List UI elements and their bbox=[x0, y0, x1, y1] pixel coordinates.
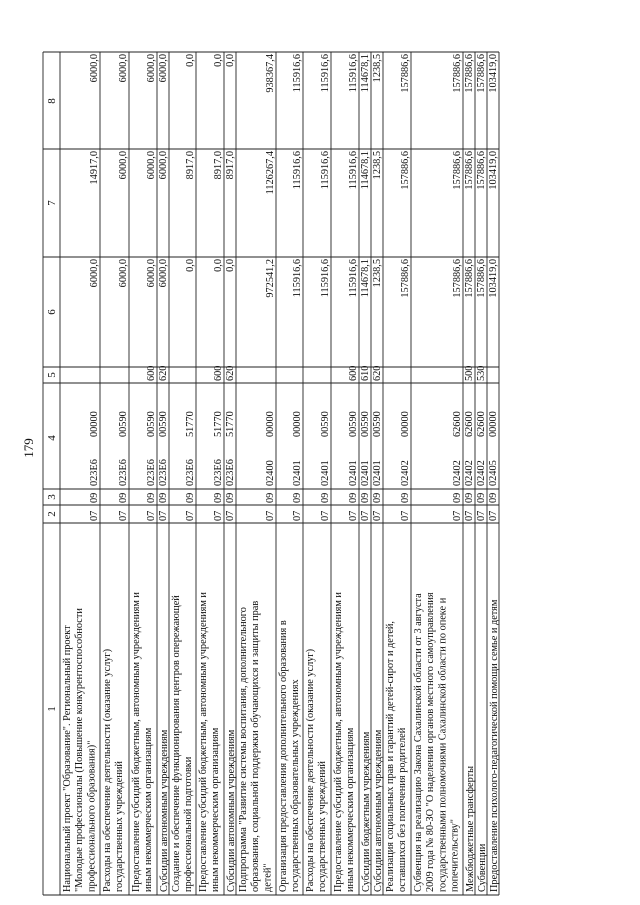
row-csr-part2: 00000 bbox=[400, 411, 412, 437]
row-name bbox=[171, 595, 194, 892]
row-pr: 09 bbox=[213, 492, 225, 503]
table-row bbox=[360, 54, 372, 892]
row-pr: 09 bbox=[464, 492, 476, 503]
row-name bbox=[226, 729, 237, 892]
row-name bbox=[198, 592, 221, 892]
header-col-6: 6 bbox=[46, 309, 58, 315]
table-row bbox=[131, 54, 157, 892]
row-value-col8: 157886,6 bbox=[400, 54, 412, 93]
row-csr-part1: 023E6 bbox=[185, 459, 197, 486]
row-rz: 07 bbox=[185, 510, 197, 521]
row-name bbox=[131, 592, 154, 892]
row-csr-part1: 02400 bbox=[265, 460, 277, 486]
table-row bbox=[62, 54, 100, 892]
row-pr: 09 bbox=[476, 492, 488, 503]
row-rz: 07 bbox=[464, 510, 476, 521]
row-name-line: Национальный проект "Образование". Региональный проект bbox=[62, 625, 73, 892]
row-value-col7: 14917,0 bbox=[89, 151, 101, 185]
row-value-col6: 157886,6 bbox=[464, 259, 476, 298]
row-csr-part1: 023E6 bbox=[213, 459, 225, 486]
row-name-line: Организация предоставления дополнительного образования в bbox=[278, 620, 289, 892]
row-name-line: попечительству" bbox=[449, 818, 461, 892]
row-value-col7: 8917,0 bbox=[185, 151, 197, 180]
row-name bbox=[278, 620, 301, 892]
row-name bbox=[489, 599, 500, 892]
row-name-line: Субсидии бюджетным учреждениям bbox=[361, 731, 372, 892]
row-value-col6: 0,0 bbox=[185, 259, 197, 272]
header-col-8: 8 bbox=[46, 98, 58, 104]
row-name-line: иным некоммерческим организациям bbox=[210, 727, 222, 892]
row-name bbox=[62, 608, 97, 892]
row-value-col8: 0,0 bbox=[225, 54, 237, 67]
row-csr-part1: 02402 bbox=[476, 460, 488, 486]
row-value-col8: 115916,6 bbox=[292, 54, 304, 93]
header-col-pr: 3 bbox=[46, 494, 58, 500]
row-vr: 500 bbox=[464, 365, 476, 381]
table-row bbox=[476, 54, 488, 892]
row-pr: 09 bbox=[348, 492, 360, 503]
row-value-col6: 115916,6 bbox=[348, 259, 360, 298]
row-value-col6: 157886,6 bbox=[476, 259, 488, 298]
row-vr: 620 bbox=[225, 365, 237, 381]
row-name bbox=[238, 601, 273, 892]
row-vr: 610 bbox=[360, 365, 372, 381]
row-value-col8: 157886,6 bbox=[452, 54, 464, 93]
row-value-col6: 972541,2 bbox=[265, 259, 277, 298]
row-rz: 07 bbox=[213, 510, 225, 521]
row-value-col8: 115916,6 bbox=[320, 54, 332, 93]
row-vr: 600 bbox=[213, 365, 225, 381]
row-value-col8: 1238,5 bbox=[372, 54, 384, 83]
row-value-col7: 115916,6 bbox=[348, 151, 360, 190]
header-col-rz: 2 bbox=[46, 511, 58, 517]
row-csr-part1: 02401 bbox=[360, 460, 372, 486]
table-body bbox=[62, 54, 500, 892]
row-pr: 09 bbox=[118, 492, 130, 503]
row-rz: 07 bbox=[118, 510, 130, 521]
row-value-col6: 115916,6 bbox=[292, 259, 304, 298]
row-name bbox=[385, 621, 408, 892]
row-rz: 07 bbox=[320, 510, 332, 521]
row-name bbox=[305, 649, 328, 892]
row-csr-part2: 00590 bbox=[158, 411, 170, 437]
row-name-line: 2009 года № 80-ЗО "О наделении органов местного самоуправления bbox=[425, 592, 437, 892]
row-csr-part2: 51770 bbox=[213, 411, 225, 437]
row-name-line: профессионального образования)" bbox=[86, 740, 98, 892]
table-row bbox=[464, 54, 476, 892]
row-pr: 09 bbox=[400, 492, 412, 503]
row-csr-part1: 02402 bbox=[452, 460, 464, 486]
row-vr: 620 bbox=[158, 365, 170, 381]
table-row bbox=[488, 54, 500, 892]
row-value-col6: 114678,1 bbox=[360, 259, 372, 298]
row-value-col8: 157886,6 bbox=[464, 54, 476, 93]
row-name bbox=[159, 729, 170, 892]
row-value-col7: 115916,6 bbox=[292, 151, 304, 190]
row-csr-part1: 023E6 bbox=[146, 459, 158, 486]
table-row bbox=[198, 54, 224, 892]
row-name bbox=[102, 649, 125, 892]
row-csr-part2: 00590 bbox=[320, 411, 332, 437]
row-value-col8: 0,0 bbox=[185, 54, 197, 67]
row-rz: 07 bbox=[348, 510, 360, 521]
row-value-col8: 6000,0 bbox=[118, 54, 130, 83]
row-csr-part2: 00590 bbox=[372, 411, 384, 437]
header-col-vr: 5 bbox=[46, 372, 58, 378]
row-name-line: Реализация социальных прав и гарантий детей-сирот и детей, bbox=[385, 620, 396, 892]
row-value-col6: 103419,0 bbox=[488, 259, 500, 298]
row-csr-part1: 02401 bbox=[292, 460, 304, 486]
row-pr: 09 bbox=[225, 492, 237, 503]
row-rz: 07 bbox=[488, 510, 500, 521]
row-value-col8: 6000,0 bbox=[89, 54, 101, 83]
row-csr-part2: 00000 bbox=[265, 411, 277, 437]
row-csr-part1: 02405 bbox=[488, 460, 500, 486]
table-header-row bbox=[46, 98, 58, 712]
row-value-col7: 157886,6 bbox=[464, 151, 476, 190]
row-rz: 07 bbox=[292, 510, 304, 521]
page-number: 179 bbox=[21, 438, 36, 458]
row-vr: 600 bbox=[146, 365, 158, 381]
row-vr: 600 bbox=[348, 365, 360, 381]
row-pr: 09 bbox=[488, 492, 500, 503]
row-value-col6: 6000,0 bbox=[118, 259, 130, 288]
row-csr-part1: 02401 bbox=[372, 460, 384, 486]
row-name-line: детей" bbox=[262, 863, 274, 892]
row-value-col7: 8917,0 bbox=[225, 151, 237, 180]
row-name-line: иным некоммерческим организациям bbox=[345, 727, 357, 892]
row-csr-part1: 023E6 bbox=[89, 459, 101, 486]
row-value-col7: 1126267,4 bbox=[265, 151, 277, 195]
row-name bbox=[373, 729, 384, 892]
row-value-col7: 157886,6 bbox=[476, 151, 488, 190]
header-col-7: 7 bbox=[46, 200, 58, 206]
row-value-col8: 115916,6 bbox=[348, 54, 360, 93]
row-name-line: Субсидии автономным учреждениям bbox=[159, 729, 170, 892]
row-vr: 620 bbox=[372, 365, 384, 381]
row-name-line: Субсидии автономным учреждениям bbox=[226, 729, 237, 892]
row-rz: 07 bbox=[452, 510, 464, 521]
row-value-col7: 6000,0 bbox=[158, 151, 170, 180]
row-pr: 09 bbox=[320, 492, 332, 503]
row-pr: 09 bbox=[452, 492, 464, 503]
row-name-line: иным некоммерческим организациям bbox=[143, 727, 155, 892]
row-value-col8: 157886,6 bbox=[476, 54, 488, 93]
row-csr-part2: 00590 bbox=[146, 411, 158, 437]
row-rz: 07 bbox=[89, 510, 101, 521]
row-csr-part2: 51770 bbox=[185, 411, 197, 437]
table-row bbox=[102, 54, 129, 892]
row-rz: 07 bbox=[146, 510, 158, 521]
row-name-line: Расходы на обеспечение деятельности (оказание услуг) bbox=[102, 648, 113, 892]
row-csr-part2: 51770 bbox=[225, 411, 237, 437]
row-csr-part2: 00590 bbox=[118, 411, 130, 437]
row-name-line: государственных учреждений bbox=[317, 761, 329, 892]
row-value-col6: 157886,6 bbox=[400, 259, 412, 298]
table-row bbox=[385, 54, 411, 892]
row-name bbox=[465, 766, 476, 892]
row-pr: 09 bbox=[158, 492, 170, 503]
row-csr-part1: 023E6 bbox=[225, 459, 237, 486]
row-name bbox=[361, 731, 372, 892]
row-csr-part2: 62600 bbox=[464, 411, 476, 437]
row-value-col8: 114678,1 bbox=[360, 54, 372, 93]
row-name bbox=[477, 843, 488, 892]
row-rz: 07 bbox=[372, 510, 384, 521]
row-name-line: Предоставление субсидий бюджетным, автономным учреждениям и bbox=[333, 592, 344, 892]
row-value-col7: 8917,0 bbox=[213, 151, 225, 180]
table-row bbox=[158, 54, 170, 892]
row-csr-part2: 62600 bbox=[452, 411, 464, 437]
row-value-col8: 6000,0 bbox=[146, 54, 158, 83]
row-csr-part1: 02402 bbox=[400, 460, 412, 486]
row-value-col7: 157886,6 bbox=[400, 151, 412, 190]
row-name-line: государственных образовательных учреждениях bbox=[290, 679, 302, 892]
row-name-line: Предоставление субсидий бюджетным, автономным учреждениям и bbox=[198, 592, 209, 892]
row-rz: 07 bbox=[360, 510, 372, 521]
row-vr: 530 bbox=[476, 365, 488, 381]
row-value-col6: 157886,6 bbox=[452, 259, 464, 298]
table-row bbox=[171, 54, 196, 892]
row-pr: 09 bbox=[372, 492, 384, 503]
row-value-col6: 1238,5 bbox=[372, 259, 384, 288]
table-row bbox=[413, 54, 463, 892]
row-name bbox=[413, 592, 461, 892]
row-value-col6: 115916,6 bbox=[320, 259, 332, 298]
row-value-col6: 0,0 bbox=[213, 259, 225, 272]
row-value-col7: 1238,5 bbox=[372, 151, 384, 180]
header-col-csr: 4 bbox=[46, 435, 58, 441]
row-rz: 07 bbox=[265, 510, 277, 521]
row-rz: 07 bbox=[400, 510, 412, 521]
row-value-col8: 6000,0 bbox=[158, 54, 170, 83]
row-name bbox=[333, 592, 356, 892]
row-value-col7: 115916,6 bbox=[320, 151, 332, 190]
table-row bbox=[372, 54, 384, 892]
row-name-line: государственными полномочиями Сахалинской области по опеке и bbox=[437, 597, 449, 892]
table-row bbox=[333, 54, 359, 892]
table-row bbox=[305, 54, 331, 892]
row-csr-part2: 00590 bbox=[348, 411, 360, 437]
row-value-col8: 0,0 bbox=[213, 54, 225, 67]
row-name-line: Предоставление психолого-педагогической помощи семье и детям bbox=[489, 599, 500, 892]
table-row bbox=[238, 54, 276, 892]
row-csr-part2: 00000 bbox=[89, 411, 101, 437]
table-row bbox=[278, 54, 303, 892]
row-pr: 09 bbox=[185, 492, 197, 503]
row-value-col6: 0,0 bbox=[225, 259, 237, 272]
row-csr-part1: 02402 bbox=[464, 460, 476, 486]
row-csr-part1: 02401 bbox=[348, 460, 360, 486]
row-value-col7: 157886,6 bbox=[452, 151, 464, 190]
row-rz: 07 bbox=[158, 510, 170, 521]
row-value-col6: 6000,0 bbox=[146, 259, 158, 288]
budget-table bbox=[43, 52, 500, 895]
row-csr-part2: 00000 bbox=[292, 411, 304, 437]
row-csr-part2: 62600 bbox=[476, 411, 488, 437]
row-csr-part1: 023E6 bbox=[158, 459, 170, 486]
row-pr: 09 bbox=[265, 492, 277, 503]
row-name-line: "Молодые профессионалы (Повышение конкурентоспособности bbox=[74, 608, 86, 892]
row-csr-part2: 00590 bbox=[360, 411, 372, 437]
row-pr: 09 bbox=[89, 492, 101, 503]
row-rz: 07 bbox=[225, 510, 237, 521]
row-value-col7: 6000,0 bbox=[118, 151, 130, 180]
header-col-name: 1 bbox=[46, 706, 58, 712]
row-name-line: Расходы на обеспечение деятельности (оказание услуг) bbox=[305, 648, 316, 892]
row-name-line: Подпрограмма "Развитие системы воспитания, дополнительного bbox=[238, 607, 249, 892]
row-csr-part1: 023E6 bbox=[118, 459, 130, 486]
row-value-col8: 103419,0 bbox=[488, 54, 500, 93]
row-value-col7: 103419,0 bbox=[488, 151, 500, 190]
row-name-line: образования, социальной поддержки обучающихся и защиты прав bbox=[250, 600, 262, 892]
row-name-line: Субвенции bbox=[477, 843, 488, 892]
row-name-line: государственных учреждений bbox=[114, 761, 126, 892]
row-name-line: Субсидии автономным учреждениям bbox=[373, 729, 384, 892]
row-csr-part2: 00000 bbox=[488, 411, 500, 437]
row-value-col6: 6000,0 bbox=[89, 259, 101, 288]
row-name-line: Субвенция на реализацию Закона Сахалинской области от 3 августа bbox=[413, 593, 424, 892]
row-pr: 09 bbox=[292, 492, 304, 503]
row-name-line: оставшихся без попечения родителей bbox=[397, 727, 409, 892]
row-value-col7: 114678,1 bbox=[360, 151, 372, 190]
row-name-line: Предоставление субсидий бюджетным, автономным учреждениям и bbox=[131, 592, 142, 892]
row-value-col8: 938367,4 bbox=[265, 54, 277, 93]
row-pr: 09 bbox=[146, 492, 158, 503]
row-name-line: профессиональной подготовки bbox=[183, 756, 195, 892]
row-csr-part1: 02401 bbox=[320, 460, 332, 486]
row-name-line: Создание и обеспечение функционирования центров опережающей bbox=[171, 595, 182, 892]
row-value-col6: 6000,0 bbox=[158, 259, 170, 288]
row-value-col7: 6000,0 bbox=[146, 151, 158, 180]
row-pr: 09 bbox=[360, 492, 372, 503]
table-row bbox=[225, 54, 237, 892]
row-name-line: Межбюджетные трансферты bbox=[465, 765, 476, 892]
row-rz: 07 bbox=[476, 510, 488, 521]
